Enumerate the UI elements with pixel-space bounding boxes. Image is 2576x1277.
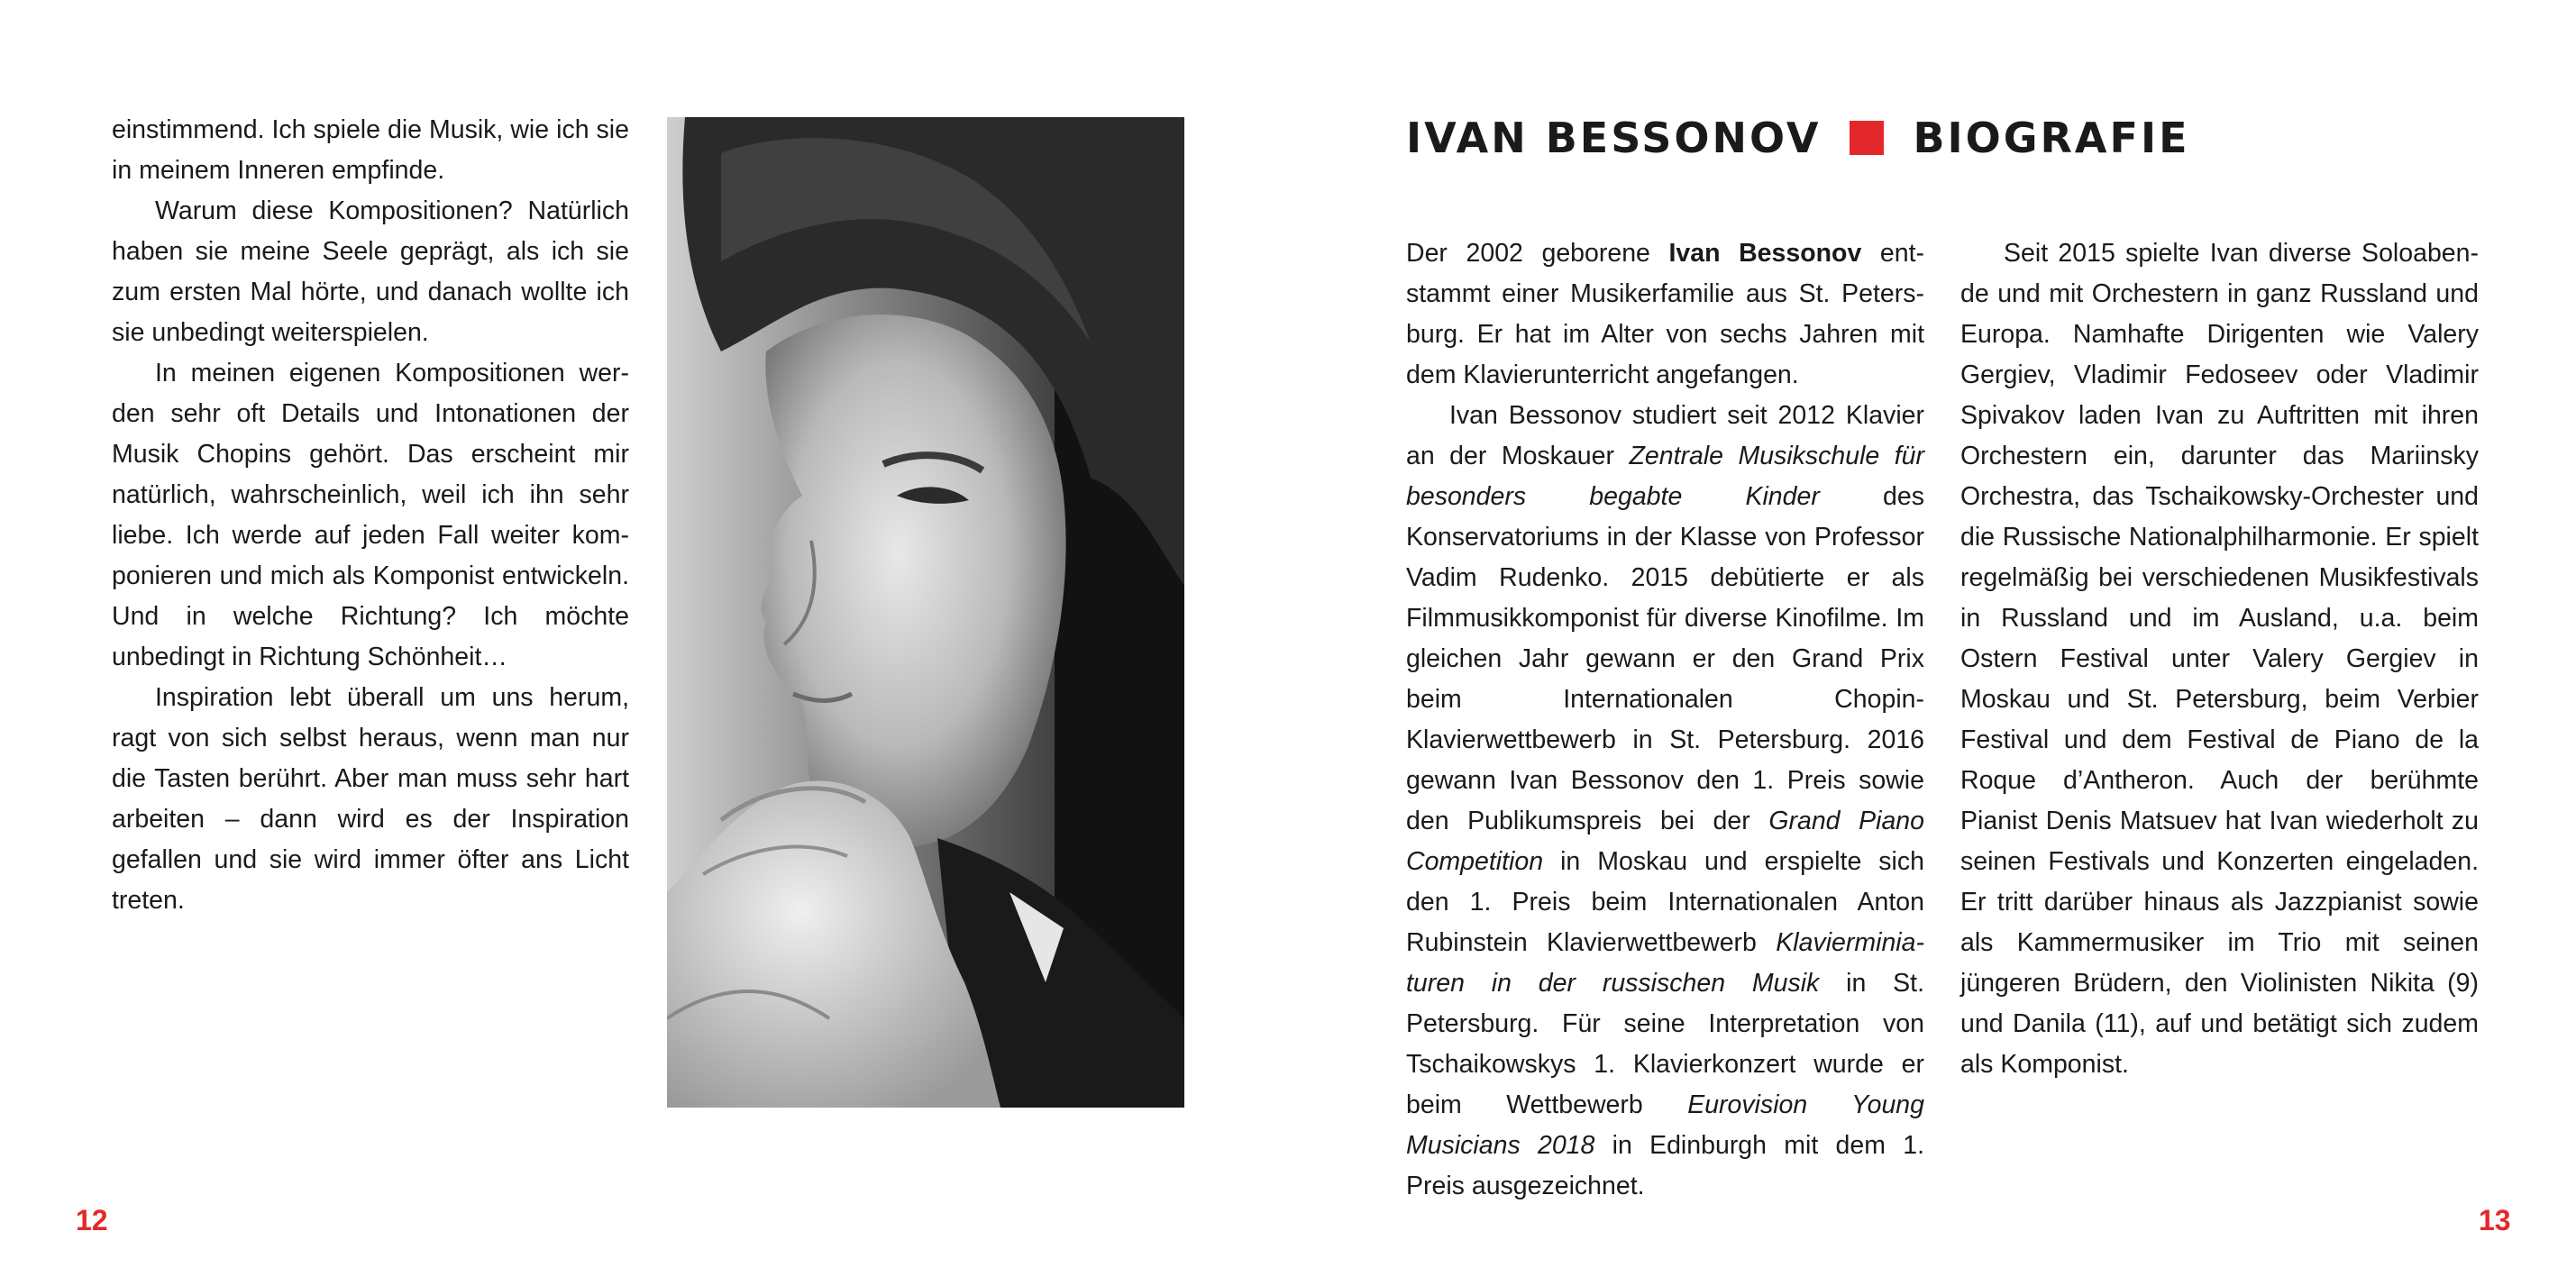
biography-paragraph-1 [1406, 233, 1924, 396]
heading-name: IVAN BESSONOV [1406, 114, 1822, 162]
biography-paragraph-2 [1406, 396, 1924, 1207]
heading-section: BIOGRAFIE [1913, 114, 2190, 162]
biography-column-1 [1406, 233, 1924, 1207]
page-number-left: 12 [76, 1204, 108, 1236]
text-run: des Konservatoriums in der Klasse von Professor Vadim Rudenko. 2015 debütierte er als Filmmusikkomponist für diverse Kinofilme. Im gleichen Jahr gewann er den Grand Prix beim Internationalen Chopin-Klavierwettbewerb in St. Petersburg. 2016 gewann Ivan Bessonov den 1. Preis sowie den Publikumspreis bei der [1406, 482, 1924, 835]
section-heading [1406, 110, 2190, 166]
italic-title: Grand Piano Competition [1406, 807, 1924, 876]
paragraph: In meinen eigenen Kompositionen werden sehr oft Details und Intonationen der Musik Chopins gehört. Das erscheint mir natürlich, wahrscheinlich, weil ich ihn sehr liebe. Ich werde auf jeden Fall weiter komponieren und mich als Komponist entwickeln. Und in welche Richtung? Ich möchte unbedingt in Richtung Schönheit… [112, 359, 629, 671]
italic-title: Klavierminiaturen in der russischen Musik [1406, 928, 1924, 998]
paragraph: Warum diese Kompositionen? Natürlich haben sie meine Seele geprägt, als ich sie zum ersten Mal hörte, und danach wollte ich sie unbedingt weiterspielen. [112, 196, 629, 347]
paragraph: einstimmend. Ich spiele die Musik, wie ich sie in meinem Inneren empfinde. [112, 115, 629, 185]
portrait-photo [667, 117, 1184, 1108]
italic-title: Zentrale Musikschule für besonders begabte Kinder [1406, 442, 1925, 511]
text-run: Ivan Bessonov studiert seit 2012 Klavier an der Moskauer [1406, 401, 1924, 470]
bold-name: Ivan Bessonov [1668, 239, 1862, 268]
page-number-right: 13 [2479, 1204, 2511, 1236]
red-square-divider [1850, 121, 1884, 155]
portrait-photo-image [667, 117, 1184, 1108]
text-run: in Edinburgh mit dem 1. Preis ausgezeichnet. [1406, 1131, 1924, 1200]
paragraph: Inspiration lebt überall um uns herum, ragt von sich selbst heraus, wenn man nur die Tasten berührt. Aber man muss sehr hart arbeiten – dann wird es der Inspiration gefallen und sie wird immer öfter ans Licht treten. [112, 683, 629, 915]
left-page-text-column [112, 110, 629, 921]
biography-column-2 [1960, 233, 2479, 1085]
text-run: entstammt einer Musikerfamilie aus St. Petersburg. Er hat im Alter von sechs Jahren mit dem Klavierunterricht angefangen. [1406, 239, 1924, 389]
text-run: in Moskau und erspielte sich den 1. Preis beim Internationalen Anton Rubinstein Klavierwettbewerb [1406, 847, 1924, 957]
italic-title: Eurovision Young Musicians 2018 [1406, 1090, 1925, 1160]
biography-paragraph-3: Seit 2015 spielte Ivan diverse Soloabende und mit Orchestern in ganz Russland und Europa. Namhafte Dirigenten wie Valery Gergiev, Vladimir Fedoseev oder Vladimir Spivakov laden Ivan zu Auftritten mit ihren Orchestern ein, darunter das Mariinsky Orchestra, das Tschaikowsky-Orchester und die Russische Nationalphilharmonie. Er spielt regelmäßig bei verschiedenen Musikfestivals in Russland und im Ausland, u.a. beim Ostern Festival unter Valery Gergiev in Moskau und St. Petersburg, beim Verbier Festival und dem Festival de Piano de la Roque d’Antheron. Auch der berühmte Pianist Denis Matsuev hat Ivan wiederholt zu seinen Festivals und Konzerten eingeladen. Er tritt darüber hinaus als Jazzpianist sowie als Kammermusiker im Trio mit seinen jüngeren Brüdern, den Violinisten Nikita (9) und Danila (11), auf und betätigt sich zudem als Komponist. [1960, 239, 2479, 1079]
text-run: Der 2002 geborene [1406, 239, 1669, 268]
text-run: in St. Petersburg. Für seine Interpretation von Tschaikowskys 1. Klavierkonzert wurde er beim Wettbewerb [1406, 969, 1924, 1119]
